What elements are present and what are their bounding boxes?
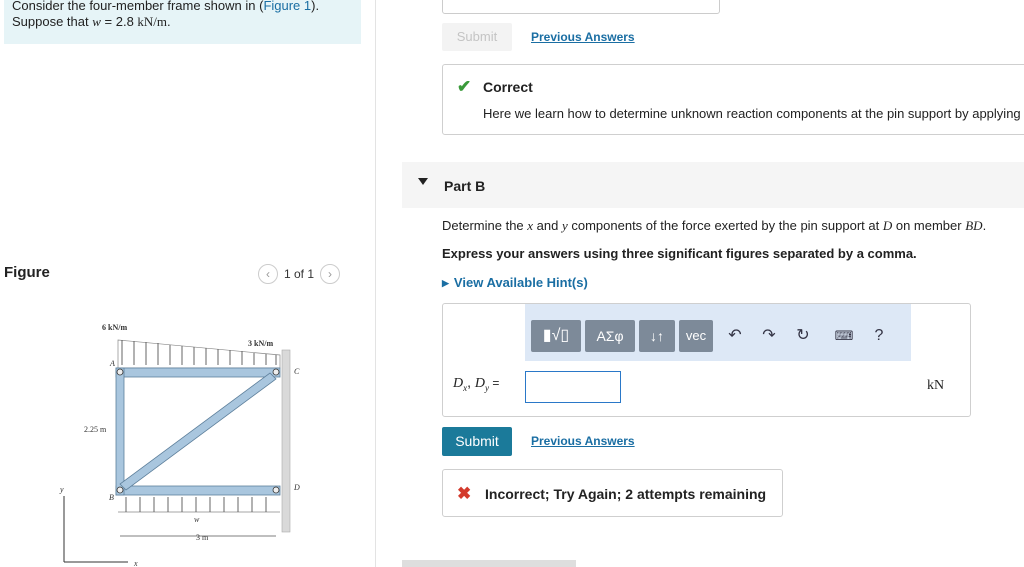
load-arrows-bottom (126, 497, 266, 512)
frame-diagram (56, 318, 306, 567)
part-a-answer-input[interactable] (442, 0, 720, 14)
problem-statement (4, 0, 361, 44)
vector-button[interactable]: vec (679, 320, 713, 352)
incorrect-feedback-box (442, 469, 783, 517)
pin-b (117, 487, 123, 493)
chevron-left-icon[interactable]: ‹ (258, 264, 278, 284)
part-b-instruction: Express your answers using three significant figures separated by a comma. (442, 246, 917, 261)
pin-a (117, 369, 123, 375)
figure-heading: Figure (4, 264, 50, 281)
figure-pager (258, 264, 340, 284)
correct-feedback-box (442, 64, 1024, 135)
templates-button[interactable]: ▮√▯ (531, 320, 581, 352)
part-b-header[interactable] (402, 162, 1024, 208)
incorrect-message: Incorrect; Try Again; 2 attempts remaining (485, 486, 767, 502)
keyboard-icon[interactable]: ⌨ (834, 328, 854, 343)
hint-caret-icon: ▶ (442, 278, 449, 288)
answer-label: $D_x$, $D_y$ = (453, 374, 500, 393)
pager-count: 1 of 1 (284, 267, 315, 281)
point-b-label: B (109, 493, 114, 502)
redo-icon[interactable]: ↷ (762, 327, 776, 344)
correct-title: Correct (483, 79, 533, 95)
help-button[interactable]: ? (874, 327, 884, 344)
correct-text: Here we learn how to determine unknown reaction components at the pin support by applying (483, 106, 1021, 121)
left-panel (0, 0, 376, 567)
part-a-submit-button[interactable]: Submit (442, 23, 512, 51)
greek-symbols-button[interactable]: ΑΣφ (585, 320, 635, 352)
pin-d (273, 487, 279, 493)
undo-icon[interactable]: ↶ (728, 327, 742, 344)
member-diagonal (120, 373, 276, 490)
part-b-submit-button[interactable]: Submit (442, 427, 512, 456)
close-x-icon: ✖ (457, 484, 472, 503)
next-part-bar[interactable] (402, 560, 576, 567)
point-d-label: D (294, 483, 300, 492)
answer-input[interactable] (525, 371, 621, 403)
part-b-question: Determine the x and y components of the force exerted by the pin support at D on member BD. (442, 218, 987, 233)
part-a-previous-answers-link[interactable]: Previous Answers (531, 30, 635, 44)
axis-x-label: x (134, 559, 138, 567)
part-b-previous-answers-link[interactable]: Previous Answers (531, 434, 635, 448)
load-right-label: 3 kN/m (248, 339, 274, 348)
math-toolbar (525, 304, 911, 361)
height-label: 2.25 m (84, 425, 107, 434)
answer-area (442, 303, 971, 417)
subscript-superscript-button[interactable]: ↓↑ (639, 320, 675, 352)
w-label: w (194, 515, 200, 524)
axis-y-label: y (60, 485, 64, 494)
member-bd (116, 486, 280, 495)
prompt-line-1: Consider the four-member frame shown in (Figure 1). (12, 0, 320, 13)
point-c-label: C (294, 367, 300, 376)
wall (282, 350, 290, 532)
reset-icon[interactable]: ↻ (796, 327, 810, 344)
pin-c (273, 369, 279, 375)
point-a-label: A (110, 359, 115, 368)
member-ab (116, 368, 124, 495)
collapse-triangle-icon[interactable] (418, 178, 428, 185)
width-label: 3 m (196, 533, 209, 542)
chevron-right-icon[interactable]: › (320, 264, 340, 284)
answer-unit: kN (927, 378, 945, 393)
figure-link[interactable]: Figure 1 (263, 0, 312, 13)
right-panel (376, 0, 1024, 567)
checkmark-icon: ✔ (457, 77, 472, 96)
part-b-label: Part B (444, 178, 486, 194)
load-left-label: 6 kN/m (102, 323, 128, 332)
prompt-line-2: Suppose that w = 2.8 kN/m. (12, 14, 171, 29)
view-hints-link[interactable]: ▶ View Available Hint(s) (442, 275, 588, 290)
member-ac (116, 368, 280, 377)
